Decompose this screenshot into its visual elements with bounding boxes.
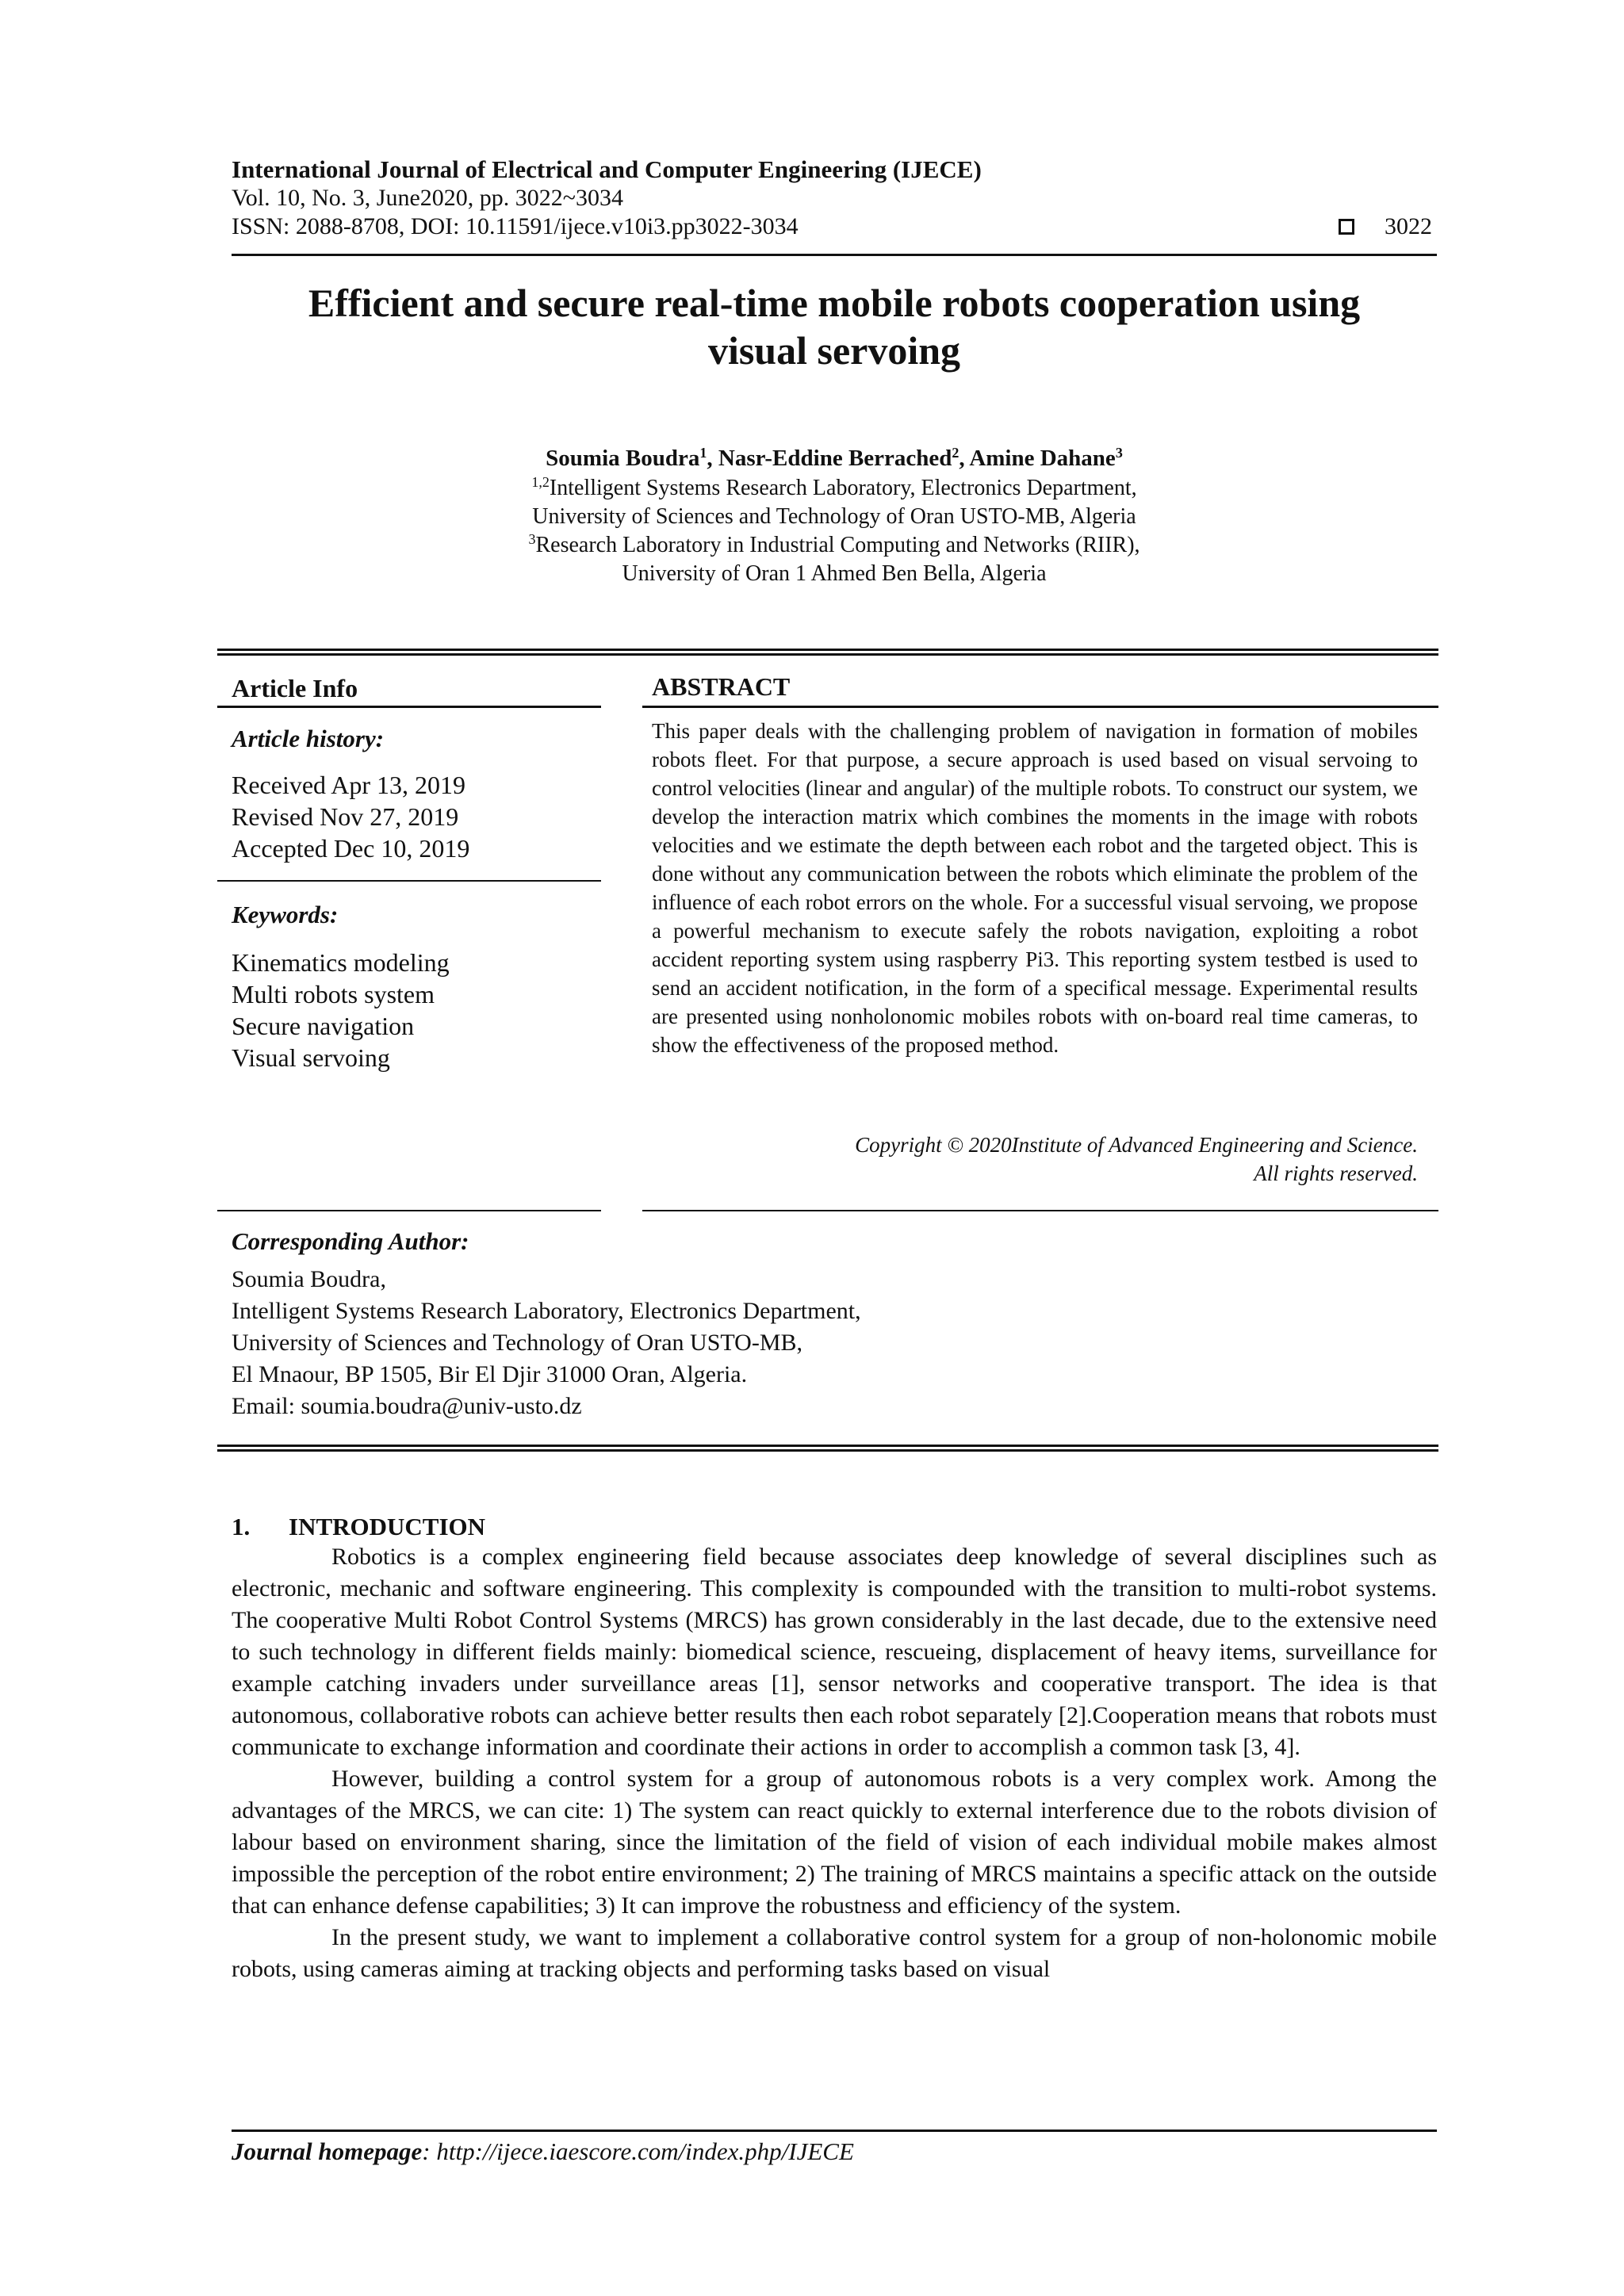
author-name: Nasr-Eddine Berrached [718, 446, 952, 471]
corresponding-line: El Mnaour, BP 1505, Bir El Djir 31000 Oran, Algeria. [232, 1361, 748, 1387]
article-history-heading: Article history: [232, 725, 385, 752]
paragraph: However, building a control system for a group of autonomous robots is a very complex work. Among the advantages of the MRCS, we can cite: 1) The system can react quickly to external interference due to the robots division of labour based on environment sharing, since the limitation of the field of vision of each individual mobile makes almost impossible the perception of the robot entire environment; 2) The training of MRCS maintains a specific attack on the outside that can enhance defense capabilities; 3) It can improve the robustness and efficiency of the system. [232, 1766, 1437, 1919]
homepage-label: Journal homepage [232, 2137, 423, 2165]
affiliation-text: University of Sciences and Technology of Oran USTO-MB, Algeria [532, 504, 1136, 529]
author-name: Amine Dahane [969, 446, 1116, 471]
introduction-body [232, 1541, 1437, 1985]
abstract-bottom-rule [642, 1210, 1438, 1211]
corresponding-line: Intelligent Systems Research Laboratory, Electronics Department, [232, 1298, 861, 1324]
abstract-rule [642, 706, 1438, 708]
title-line: visual servoing [707, 328, 961, 373]
keyword-item: Kinematics modeling [232, 948, 450, 977]
author-sup: 2 [952, 445, 959, 461]
journal-name: International Journal of Electrical and Computer Engineering (IJECE) [232, 155, 982, 183]
history-item: Received Apr 13, 2019 [232, 771, 466, 799]
homepage-link[interactable]: http://ijece.iaescore.com/index.php/IJECE [436, 2137, 854, 2165]
abstract-text: This paper deals with the challenging problem of navigation in formation of mobiles robots fleet. For that purpose, a secure approach is used based on visual servoing to control velocities (linear and angular) of the multiple robots. To construct our system, we develop the interaction matrix which combines the moments in the image with robots velocities and we estimate the depth between each robot and the targeted object. This is done without any communication between the robots which eliminate the problem of the influence of each robot errors on the whole. For a successful visual servoing, we propose a powerful mechanism to execute safely the robots navigation, exploiting a robot accident reporting system using raspberry Pi3. This reporting system testbed is used to send an accident notification, in the form of a specifical message. Experimental results are presented using nonholonomic mobiles robots with on-board real time cameras, to show the effectiveness of the proposed method. [652, 719, 1418, 1057]
keyword-item: Secure navigation [232, 1012, 415, 1040]
keyword-list [232, 947, 596, 1073]
title-line: Efficient and secure real-time mobile robots cooperation using [308, 281, 1361, 325]
journal-homepage [232, 2136, 854, 2168]
corresponding-author-heading: Corresponding Author: [232, 1227, 469, 1255]
abstract-heading: ABSTRACT [652, 672, 791, 701]
paragraph: In the present study, we want to implement a collaborative control system for a group of non-holonomic mobile robots, using cameras aiming at tracking objects and performing tasks based on visual [232, 1924, 1437, 1982]
square-bullet-icon [1339, 219, 1354, 235]
author-list: Soumia Boudra$^1$, Nasr-Eddine Berrached$^2$, Amine Dahane$^3$ [546, 445, 1123, 471]
history-item: Accepted Dec 10, 2019 [232, 834, 470, 863]
copyright-line: All rights reserved. [1254, 1161, 1418, 1185]
history-item: Revised Nov 27, 2019 [232, 802, 459, 831]
paragraph: Robotics is a complex engineering field because associates deep knowledge of several disciplines such as electronic, mechanic and software engineering. This complexity is compounded with the transition to multi-robot systems. The cooperative Multi Robot Control Systems (MRCS) has grown considerably in the last decade, due to the extensive need to such technology in different fields mainly: biomedical science, rescueing, displacement of heavy items, surveillance for example catching invaders under surveillance areas [1], sensor networks and cooperative transport. The idea is that autonomous, collaborative robots can achieve better results then each robot separately [2].Cooperation means that robots must communicate to exchange information and coordinate their actions in order to accomplish a common task [3, 4]. [232, 1544, 1437, 1760]
info-top-double-rule [217, 649, 1438, 656]
keyword-item: Multi robots system [232, 980, 435, 1008]
info-bottom-double-rule [217, 1445, 1438, 1452]
keyword-item: Visual servoing [232, 1043, 390, 1072]
running-header [232, 155, 1437, 241]
affiliation-line [232, 474, 1437, 503]
affiliation-text: University of Oran 1 Ahmed Ben Bella, Algeria [622, 561, 1047, 586]
introduction-heading [232, 1511, 485, 1543]
affiliation-line [232, 560, 1437, 588]
keywords-bottom-rule [217, 1210, 601, 1211]
page-number: 3022 [1385, 213, 1432, 239]
affiliations [232, 474, 1437, 588]
issn-doi: ISSN: 2088-8708, DOI: 10.11591/ijece.v10i3.pp3022-3034 [232, 213, 799, 239]
author-name: Soumia Boudra [546, 446, 700, 471]
keywords-heading: Keywords: [232, 901, 339, 928]
article-info-rule [217, 706, 601, 708]
article-history [232, 769, 596, 864]
author-sup: 1 [699, 445, 707, 461]
header-rule [232, 254, 1437, 256]
copyright-line: Copyright © 2020Institute of Advanced Engineering and Science. [855, 1133, 1418, 1157]
affiliation-line [232, 503, 1437, 531]
corresponding-line: University of Sciences and Technology of Oran USTO-MB, [232, 1330, 802, 1356]
author-sup: 3 [1115, 445, 1123, 461]
section-title: INTRODUCTION [289, 1513, 486, 1540]
article-info-heading: Article Info [232, 674, 358, 702]
copyright-notice [652, 1131, 1418, 1188]
affiliation-text: Intelligent Systems Research Laboratory, Electronics Department, [549, 476, 1137, 500]
corresponding-line: Soumia Boudra, [232, 1266, 386, 1292]
homepage-separator: : [422, 2137, 437, 2165]
footer-rule [232, 2130, 1437, 2132]
affiliation-sup: 1,2 [531, 474, 550, 490]
section-number: 1. [232, 1513, 251, 1540]
corresponding-line: Email: soumia.boudra@univ-usto.dz [232, 1393, 582, 1419]
corresponding-author-details [232, 1264, 1421, 1422]
history-rule [217, 880, 601, 882]
affiliation-sup: 3 [528, 531, 536, 547]
paper-title [232, 279, 1437, 374]
affiliation-line [232, 531, 1437, 560]
affiliation-text: Research Laboratory in Industrial Computing and Networks (RIIR), [535, 533, 1140, 557]
volume-info: Vol. 10, No. 3, June2020, pp. 3022~3034 [232, 185, 624, 211]
